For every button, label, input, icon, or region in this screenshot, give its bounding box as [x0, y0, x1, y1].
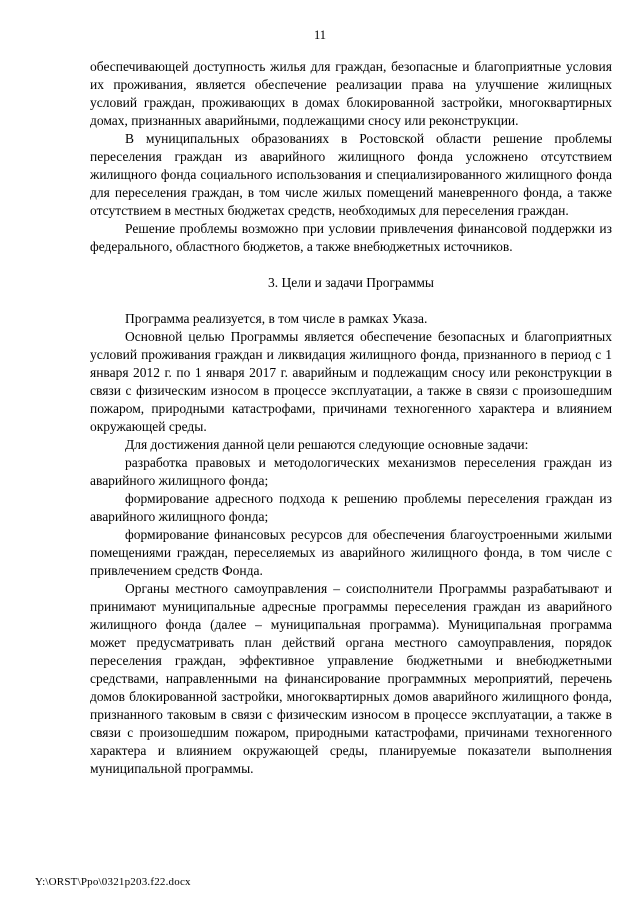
paragraph: Для достижения данной цели решаются следующие основные задачи:	[125, 437, 529, 452]
footer-file-path: Y:\ORST\Ppo\0321p203.f22.docx	[35, 876, 191, 888]
document-body	[90, 58, 612, 778]
paragraph: разработка правовых и методологических механизмов переселения граждан из аварийного жилищного фонда;	[90, 455, 612, 488]
paragraph: обеспечивающей доступность жилья для граждан, безопасные и благоприятные условия их проживания, является обеспечение реализации права на улучшение жилищных условий граждан, проживающих в домах блокированной застройки, многоквартирных домах, признанных аварийными, подлежащими сносу или реконструкции.	[90, 59, 612, 128]
paragraph: Программа реализуется, в том числе в рамках Указа.	[125, 311, 428, 326]
paragraph: В муниципальных образованиях в Ростовской области решение проблемы переселения граждан из аварийного жилищного фонда усложнено отсутствием жилищного фонда социального использования и специализированного жилищного фонда для переселения граждан, в том числе жилых помещений маневренного фонда, а также отсутствием в местных бюджетах средств, необходимых для переселения граждан.	[90, 131, 612, 218]
paragraph: Основной целью Программы является обеспечение безопасных и благоприятных условий проживания граждан и ликвидация жилищного фонда, признанного в период с 1 января 2012 г. по 1 января 2017 г. аварийным и подлежащим сносу или реконструкции в связи с физическим износом в процессе эксплуатации, а также в связи с произошедшим пожаром, природными катастрофами, причинами техногенного характера и влиянием окружающей среды.	[90, 329, 612, 434]
paragraph: Решение проблемы возможно при условии привлечения финансовой поддержки из федерального, областного бюджетов, а также внебюджетных источников.	[90, 221, 612, 254]
paragraph: формирование финансовых ресурсов для обеспечения благоустроенными жилыми помещениями граждан, переселяемых из аварийного жилищного фонда, в том числе с привлечением средств Фонда.	[90, 527, 612, 578]
paragraph: формирование адресного подхода к решению проблемы переселения граждан из аварийного жилищного фонда;	[90, 491, 612, 524]
section-heading: 3. Цели и задачи Программы	[268, 275, 434, 290]
paragraph: Органы местного самоуправления – соисполнители Программы разрабатывают и принимают муниципальные адресные программы переселения граждан из аварийного жилищного фонда (далее – муниципальная программа). Муниципальная программа может предусматривать план действий органа местного самоуправления, порядок переселения граждан, эффективное управление бюджетными и внебюджетными средствами, направленными на финансирование программных мероприятий, перечень домов блокированной застройки, многоквартирных домов аварийного жилищного фонда, признанного таковым в связи с физическим износом в процессе эксплуатации, а также в связи с произошедшим пожаром, природными катастрофами, причинами техногенного характера и влиянием окружающей среды, планируемые показатели выполнения муниципальной программы.	[90, 581, 612, 776]
page-number: 11	[313, 28, 327, 42]
